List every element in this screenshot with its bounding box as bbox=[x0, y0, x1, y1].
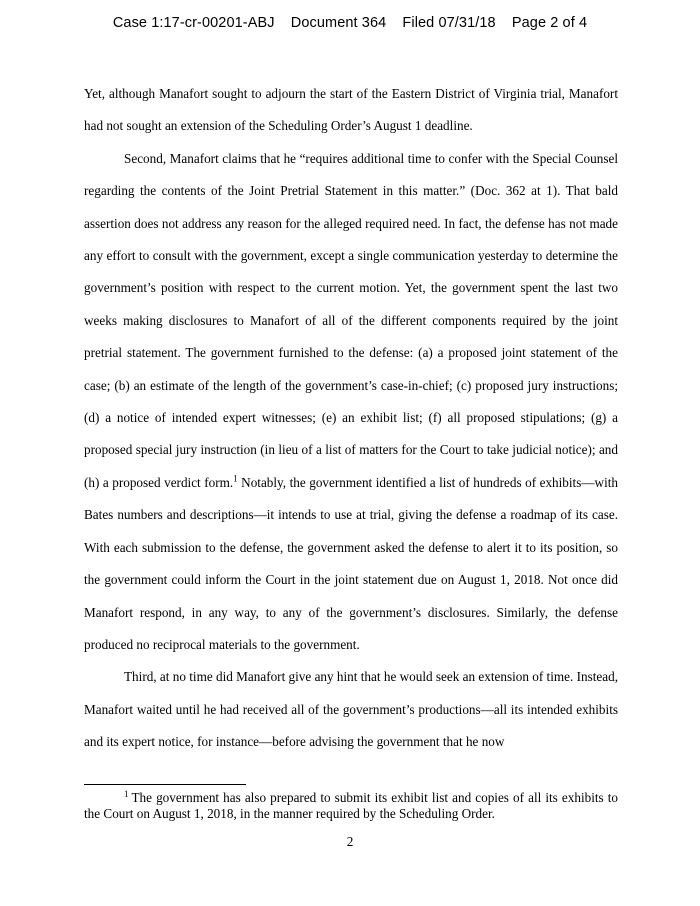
document-body bbox=[84, 78, 618, 759]
paragraph-2-part-b: Notably, the government identified a list of hundreds of exhibits—with Bates numbers and descriptions—it intends to use at trial, giving the defense a roadmap of its case. With each submission to the defense, the government asked the defense to alert it to its position, so the government could inform the Court in the joint statement due on August 1, 2018. Not once did Manafort respond, in any way, to any of the government’s disclosures. Similarly, the defense produced no reciprocal materials to the government. bbox=[84, 474, 618, 652]
footnote-mark: 1 bbox=[124, 788, 129, 799]
page-number: 2 bbox=[346, 834, 354, 849]
document-number: Document 364 bbox=[290, 15, 387, 31]
paragraph-1: Yet, although Manafort sought to adjourn the start of the Eastern District of Virginia trial, Manafort had not sought an extension of the Scheduling Order’s August 1 deadline. bbox=[84, 86, 618, 134]
paragraph-3: Third, at no time did Manafort give any hint that he would seek an extension of time. Instead, Manafort waited until he had received all of the government’s productions—all its intended exhibits and its expert notice, for instance—before advising the government that he now bbox=[84, 669, 618, 750]
footnote-divider bbox=[84, 784, 246, 785]
footnote bbox=[84, 790, 618, 821]
case-header bbox=[0, 15, 700, 31]
page-indicator: Page 2 of 4 bbox=[511, 15, 588, 31]
paragraph-2-part-a: Second, Manafort claims that he “requires additional time to confer with the Special Counsel regarding the contents of the Joint Pretrial Statement in this matter.” (Doc. 362 at 1). That bald assertion does not address any reason for the alleged required need. In fact, the defense has not made any effort to consult with the government, except a single communication yesterday to determine the government’s position with respect to the current motion. Yet, the government spent the last two weeks making disclosures to Manafort of all of the different components required by the joint pretrial statement. The government furnished to the defense: (a) a proposed joint statement of the case; (b) an estimate of the length of the government’s case-in-chief; (c) proposed jury instructions; (d) a notice of intended expert witnesses; (e) an exhibit list; (f) all proposed stipulations; (g) a proposed special jury instruction (in lieu of a list of matters for the Court to take judicial notice); and (h) a proposed verdict form. bbox=[84, 150, 618, 490]
footnote-text: The government has also prepared to submit its exhibit list and copies of all its exhibits to the Court on August 1, 2018, in the manner required by the Scheduling Order. bbox=[84, 790, 618, 821]
case-number: Case 1:17-cr-00201-ABJ bbox=[112, 15, 275, 31]
paragraph-2 bbox=[84, 143, 618, 662]
filed-date: Filed 07/31/18 bbox=[402, 15, 496, 31]
footnote-reference: 1 bbox=[233, 473, 238, 484]
